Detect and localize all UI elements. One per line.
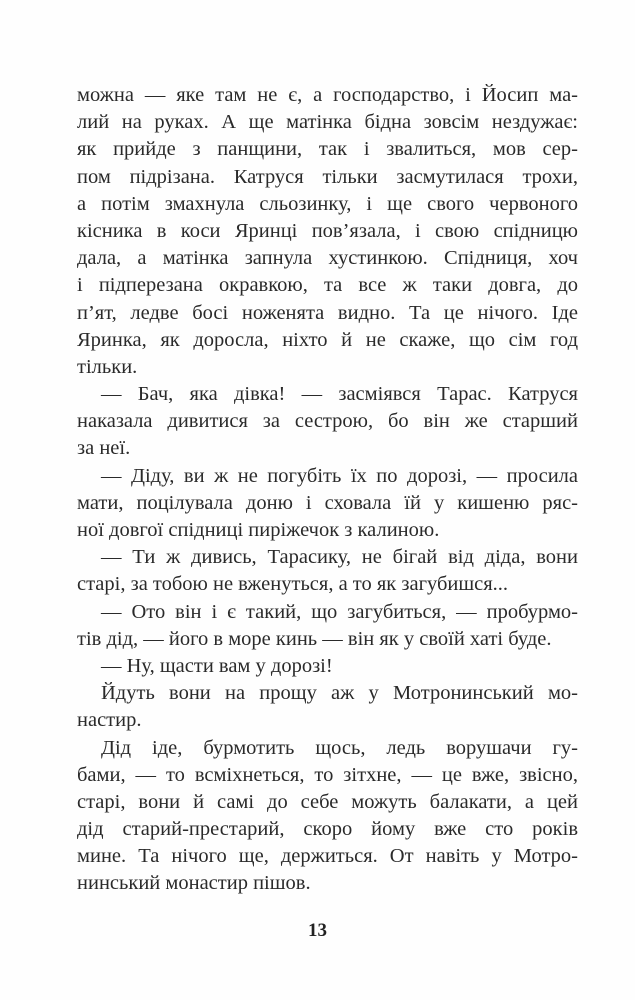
text-line: мати, поцілувала доню і сховала їй у кишеню ряс- <box>77 491 578 514</box>
text-line: дід старий-престарий, скоро йому вже сто років <box>77 818 578 841</box>
text-line: старі, вони й самі до себе можуть балакати, а цей <box>77 790 578 813</box>
paragraph <box>77 735 578 898</box>
text-line: Яринка, як доросла, ніхто й не скаже, що сім год <box>77 328 578 351</box>
text-line: і підперезана окравкою, та все ж таки довга, до <box>77 274 578 297</box>
paragraph <box>77 544 578 598</box>
text-line: можна — яке там не є, а господарство, і Йосип ма- <box>77 84 578 106</box>
text-line: — Діду, ви ж не погубіть їх по дорозі, — просила <box>101 464 578 487</box>
text-line: а потім змахнула сльозинку, і ще свого червоного <box>77 192 578 215</box>
text-line: старі, за тобою не вженуться, а то як загубишся... <box>77 573 509 596</box>
text-line: Дід іде, бурмотить щось, ледь ворушачи гу- <box>101 736 578 759</box>
text-line: наказала дивитися за сестрою, бо він же старший <box>77 410 578 433</box>
text-line: тільки. <box>77 355 138 378</box>
text-line: п’ят, ледве босі ноженята видно. Та це нічого. Іде <box>77 301 578 324</box>
text-line: за неї. <box>77 437 131 460</box>
text-line: — Бач, яка дівка! — засміявся Тарас. Катруся <box>101 383 578 406</box>
text-line: мине. Та нічого ще, держиться. От навіть у Мотро- <box>77 845 578 868</box>
page-number: 13 <box>308 920 327 941</box>
text-line: тів дід, — його в море кинь — він як у своїй хаті буде. <box>77 627 552 650</box>
text-line: як прийде з панщини, так і звалиться, мов сер- <box>77 138 578 161</box>
text-line: настир. <box>77 709 142 732</box>
text-line: ної довгої спідниці пиріжечок з калиною. <box>77 519 440 541</box>
body-text <box>77 82 578 898</box>
text-line: кісника в коси Яринці пов’язала, і свою спідницю <box>77 219 578 242</box>
paragraph <box>77 463 578 545</box>
text-line: лий на руках. А ще матінка бідна зовсім нездужає: <box>77 111 578 134</box>
text-line: Йдуть вони на прощу аж у Мотронинський мо- <box>101 682 578 705</box>
paragraph <box>77 599 578 653</box>
text-line: дала, а матінка запнула хустинкою. Спідниця, хоч <box>77 247 578 270</box>
text-line: — Ото він і є такий, що загубиться, — пробурмо- <box>101 600 578 623</box>
paragraph <box>77 82 578 381</box>
text-line: нинський монастир пішов. <box>77 872 311 895</box>
text-line: — Ти ж дивись, Тарасику, не бігай від діда, вони <box>101 546 578 569</box>
paragraph <box>77 653 578 680</box>
text-line: бами, — то всміхнеться, то зітхне, — це вже, звісно, <box>77 763 578 786</box>
paragraph <box>77 680 578 734</box>
text-line: — Ну, щасти вам у дорозі! <box>101 654 333 677</box>
text-line: пом підрізана. Катруся тільки засмутилася трохи, <box>77 165 578 188</box>
paragraph <box>77 381 578 463</box>
